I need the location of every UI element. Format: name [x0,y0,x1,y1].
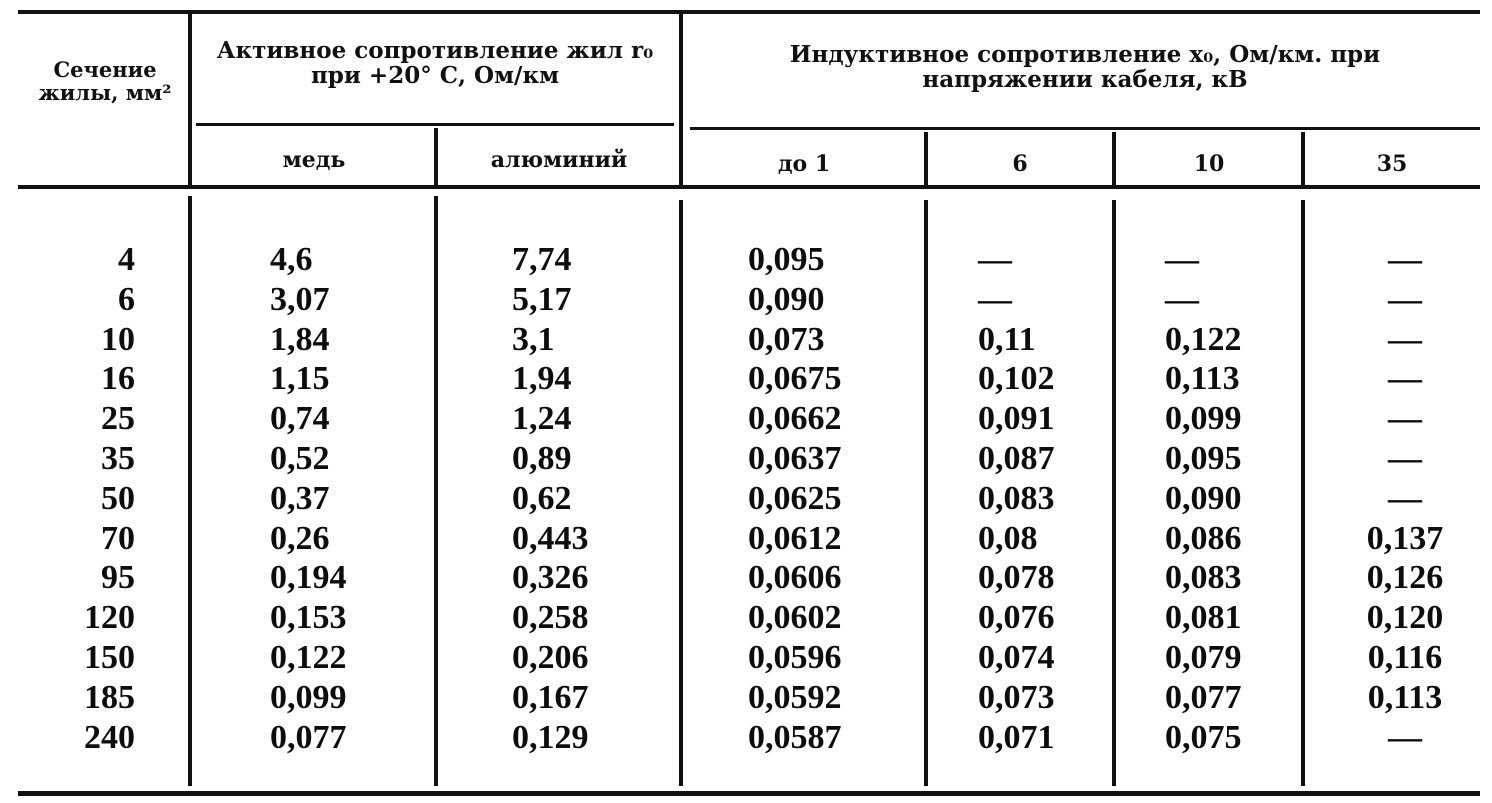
cell-section-row-13: 240 [84,718,135,756]
cell-x-6-row-11: 0,074 [978,638,1055,676]
cell-x-10-row-11: 0,079 [1165,638,1242,676]
header-bottom-rule [18,185,1480,189]
cell-section-row-6: 35 [101,439,135,477]
cell-aluminum-row-4: 1,94 [512,360,572,398]
cell-section-row-12: 185 [84,678,135,716]
cell-x-6-row-8: 0,08 [978,519,1038,557]
cell-copper-row-4: 1,15 [270,360,330,398]
cell-aluminum-row-2: 5,17 [512,280,572,318]
cell-x-10-row-5: 0,099 [1165,400,1242,438]
cell-x-6-row-7: 0,083 [978,479,1055,517]
cell-x-6-row-1: — [978,241,1012,278]
cell-x-10-row-2: — [1165,280,1199,318]
body-divider-1 [188,196,192,786]
header-divider-3 [434,128,438,185]
cell-x-10-row-3: 0,122 [1165,320,1242,358]
body-divider-5 [1112,200,1116,786]
cell-aluminum-row-8: 0,443 [512,519,589,557]
body-divider-6 [1301,200,1305,786]
cell-x-6-row-13: 0,071 [978,718,1055,756]
column-aluminum [512,240,662,757]
cell-aluminum-row-6: 0,89 [512,439,572,477]
column-copper [270,240,420,757]
cell-aluminum-row-3: 3,1 [512,320,555,358]
cell-x-up-to-1-row-11: 0,0596 [748,638,842,676]
cell-x-10-row-9: 0,083 [1165,559,1242,597]
cell-section-row-5: 25 [101,400,135,438]
cell-section-row-1: 4 [118,241,135,278]
cell-copper-row-12: 0,099 [270,678,347,716]
cell-x-up-to-1-row-8: 0,0612 [748,519,842,557]
cell-x-6-row-12: 0,073 [978,678,1055,716]
active-subheader-rule [196,123,674,126]
header-divider-4 [924,132,928,185]
cell-x-up-to-1-row-2: 0,090 [748,280,825,318]
cell-section-row-2: 6 [118,280,135,318]
header-divider-6 [1301,132,1305,185]
cell-x-10-row-10: 0,081 [1165,599,1242,637]
cell-copper-row-6: 0,52 [270,439,330,477]
cell-x-6-row-4: 0,102 [978,360,1055,398]
cell-x-up-to-1-row-7: 0,0625 [748,479,842,517]
cell-copper-row-2: 3,07 [270,280,330,318]
cell-x-up-to-1-row-12: 0,0592 [748,678,842,716]
cell-copper-row-10: 0,153 [270,599,347,637]
cell-copper-row-5: 0,74 [270,400,330,438]
column-x-35 [1335,240,1475,757]
header-voltage-up-to-1: до 1 [777,151,831,177]
cell-x-10-row-4: 0,113 [1165,360,1240,398]
body-divider-4 [924,200,928,786]
header-divider-5 [1112,132,1116,185]
header-voltage-6: 6 [1012,151,1028,177]
cell-x-10-row-7: 0,090 [1165,479,1242,517]
bottom-rule [18,791,1480,796]
cell-section-row-9: 95 [101,559,135,597]
cell-x-up-to-1-row-10: 0,0602 [748,599,842,637]
cell-x-10-row-12: 0,077 [1165,678,1242,716]
column-x-10 [1165,240,1295,757]
column-x-up-to-1 [748,240,918,757]
cell-x-up-to-1-row-3: 0,073 [748,320,825,358]
cell-x-6-row-6: 0,087 [978,439,1055,477]
cell-copper-row-8: 0,26 [270,519,330,557]
cell-copper-row-7: 0,37 [270,479,330,517]
header-divider-2 [679,14,683,185]
cell-section-row-8: 70 [101,519,135,557]
cell-x-35-row-3: — [1388,320,1422,358]
header-inductive-resistance: Индуктивное сопротивление x₀, Ом/км. при напряжении кабеля, кВ [789,41,1381,94]
cell-section-row-7: 50 [101,479,135,517]
cell-aluminum-row-7: 0,62 [512,479,572,517]
header-section: Сечение жилы, мм² [38,57,172,106]
cell-section-row-4: 16 [101,360,135,398]
cell-copper-row-13: 0,077 [270,718,347,756]
cell-x-35-row-1: — [1388,241,1422,278]
cell-x-6-row-9: 0,078 [978,559,1055,597]
cell-x-35-row-9: 0,126 [1366,559,1444,597]
column-section [40,240,135,757]
cell-x-10-row-6: 0,095 [1165,439,1242,477]
cell-aluminum-row-10: 0,258 [512,599,589,637]
cell-x-up-to-1-row-4: 0,0675 [748,360,842,398]
cell-x-35-row-5: — [1388,400,1422,438]
cell-x-6-row-10: 0,076 [978,599,1055,637]
cell-x-35-row-11: 0,116 [1367,638,1443,676]
cell-x-6-row-2: — [978,280,1012,318]
top-rule [18,10,1480,14]
header-voltage-35: 35 [1376,151,1408,177]
cell-x-35-row-12: 0,113 [1367,678,1443,716]
cell-x-10-row-1: — [1165,241,1199,278]
cell-x-6-row-5: 0,091 [978,400,1055,438]
cell-x-up-to-1-row-9: 0,0606 [748,559,842,597]
cell-x-10-row-13: 0,075 [1165,718,1242,756]
cell-x-6-row-3: 0,11 [978,320,1036,358]
cell-copper-row-11: 0,122 [270,638,347,676]
cell-x-up-to-1-row-13: 0,0587 [748,718,842,756]
cell-aluminum-row-13: 0,129 [512,718,589,756]
cell-x-35-row-6: — [1388,439,1422,477]
cell-section-row-3: 10 [101,320,135,358]
header-divider-1 [188,14,192,185]
cell-x-up-to-1-row-6: 0,0637 [748,439,842,477]
header-active-resistance: Активное сопротивление жил r₀ при +20° С, Ом/км [216,37,654,90]
cell-aluminum-row-5: 1,24 [512,400,572,438]
cell-aluminum-row-9: 0,326 [512,559,589,597]
header-voltage-10: 10 [1193,151,1225,177]
cell-x-up-to-1-row-1: 0,095 [748,241,825,278]
inductive-subheader-rule [690,127,1480,130]
cell-x-35-row-4: — [1388,360,1422,398]
cell-aluminum-row-11: 0,206 [512,638,589,676]
cell-x-up-to-1-row-5: 0,0662 [748,400,842,438]
cell-x-35-row-8: 0,137 [1366,519,1444,557]
cell-section-row-11: 150 [84,638,135,676]
cell-x-35-row-10: 0,120 [1366,599,1444,637]
cell-aluminum-row-1: 7,74 [512,241,572,278]
cell-x-35-row-7: — [1388,479,1422,517]
header-copper: медь [282,147,346,173]
cell-aluminum-row-12: 0,167 [512,678,589,716]
cell-x-10-row-8: 0,086 [1165,519,1242,557]
cell-copper-row-9: 0,194 [270,559,347,597]
column-x-6 [978,240,1108,757]
header-aluminum: алюминий [490,147,628,173]
cell-section-row-10: 120 [84,599,135,637]
body-divider-3 [679,200,683,786]
cell-copper-row-3: 1,84 [270,320,330,358]
body-divider-2 [434,196,438,786]
cell-x-35-row-2: — [1388,280,1422,318]
cell-copper-row-1: 4,6 [270,241,313,278]
cell-x-35-row-13: — [1388,718,1422,756]
